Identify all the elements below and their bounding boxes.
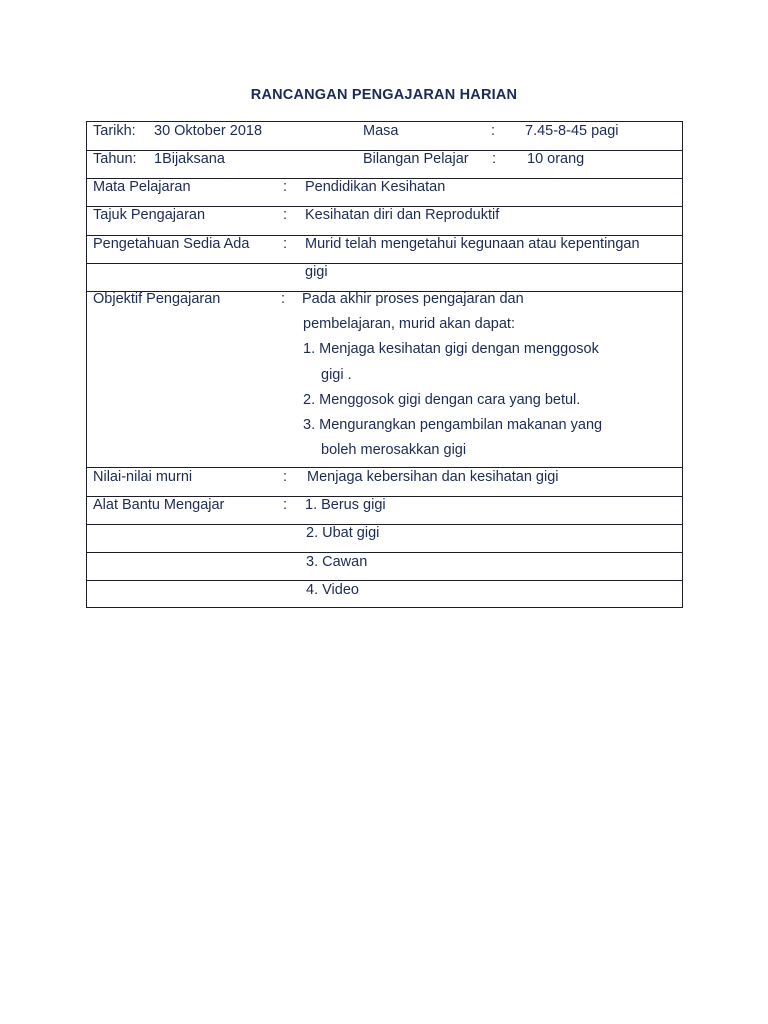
- pengetahuan-value-line2: gigi: [305, 264, 328, 280]
- tajuk-pengajaran-label: Tajuk Pengajaran: [93, 207, 206, 223]
- bilangan-colon: :: [492, 151, 497, 167]
- alat-item: 1. Berus gigi: [305, 497, 386, 513]
- objektif-item-3: 3. Mengurangkan pengambilan makanan yang: [303, 417, 603, 433]
- pengetahuan-value-line1: Murid telah mengetahui kegunaan atau kepentingan: [305, 236, 640, 252]
- objektif-item-1: 1. Menjaga kesihatan gigi dengan menggosok: [303, 341, 599, 357]
- pengetahuan-label: Pengetahuan Sedia Ada: [93, 236, 250, 252]
- tahun-label: Tahun:: [93, 151, 137, 167]
- mata-pelajaran-value: Pendidikan Kesihatan: [305, 179, 446, 195]
- row-divider: [87, 552, 682, 553]
- nilai-murni-label: Nilai-nilai murni: [93, 469, 193, 485]
- row-divider: [87, 263, 682, 264]
- colon: :: [283, 469, 288, 485]
- colon: :: [283, 207, 288, 223]
- tarikh-value: 30 Oktober 2018: [154, 123, 263, 139]
- document-title: RANCANGAN PENGAJARAN HARIAN: [250, 87, 518, 103]
- objektif-item-1-cont: gigi .: [321, 367, 352, 383]
- objektif-intro-line1: Pada akhir proses pengajaran dan: [302, 291, 524, 307]
- row-divider: [87, 524, 682, 525]
- alat-item: 3. Cawan: [306, 554, 368, 570]
- alat-item: 2. Ubat gigi: [306, 525, 380, 541]
- bilangan-value: 10 orang: [527, 151, 585, 167]
- bilangan-label: Bilangan Pelajar: [363, 151, 469, 167]
- masa-colon: :: [491, 123, 496, 139]
- tarikh-label: Tarikh:: [93, 123, 136, 139]
- alat-item: 4. Video: [306, 582, 359, 598]
- objektif-intro-line2: pembelajaran, murid akan dapat:: [303, 316, 515, 332]
- masa-value: 7.45-8-45 pagi: [525, 123, 619, 139]
- nilai-murni-value: Menjaga kebersihan dan kesihatan gigi: [307, 469, 559, 485]
- colon: :: [283, 236, 288, 252]
- colon: :: [283, 497, 288, 513]
- mata-pelajaran-label: Mata Pelajaran: [93, 179, 191, 195]
- objektif-item-2: 2. Menggosok gigi dengan cara yang betul.: [303, 392, 581, 408]
- colon: :: [281, 291, 286, 307]
- row-divider: [87, 580, 682, 581]
- tajuk-pengajaran-value: Kesihatan diri dan Reproduktif: [305, 207, 500, 223]
- alat-bantu-label: Alat Bantu Mengajar: [93, 497, 225, 513]
- tahun-value: 1Bijaksana: [154, 151, 225, 167]
- colon: :: [283, 179, 288, 195]
- objektif-item-3-cont: boleh merosakkan gigi: [321, 442, 467, 458]
- objektif-label: Objektif Pengajaran: [93, 291, 221, 307]
- masa-label: Masa: [363, 123, 399, 139]
